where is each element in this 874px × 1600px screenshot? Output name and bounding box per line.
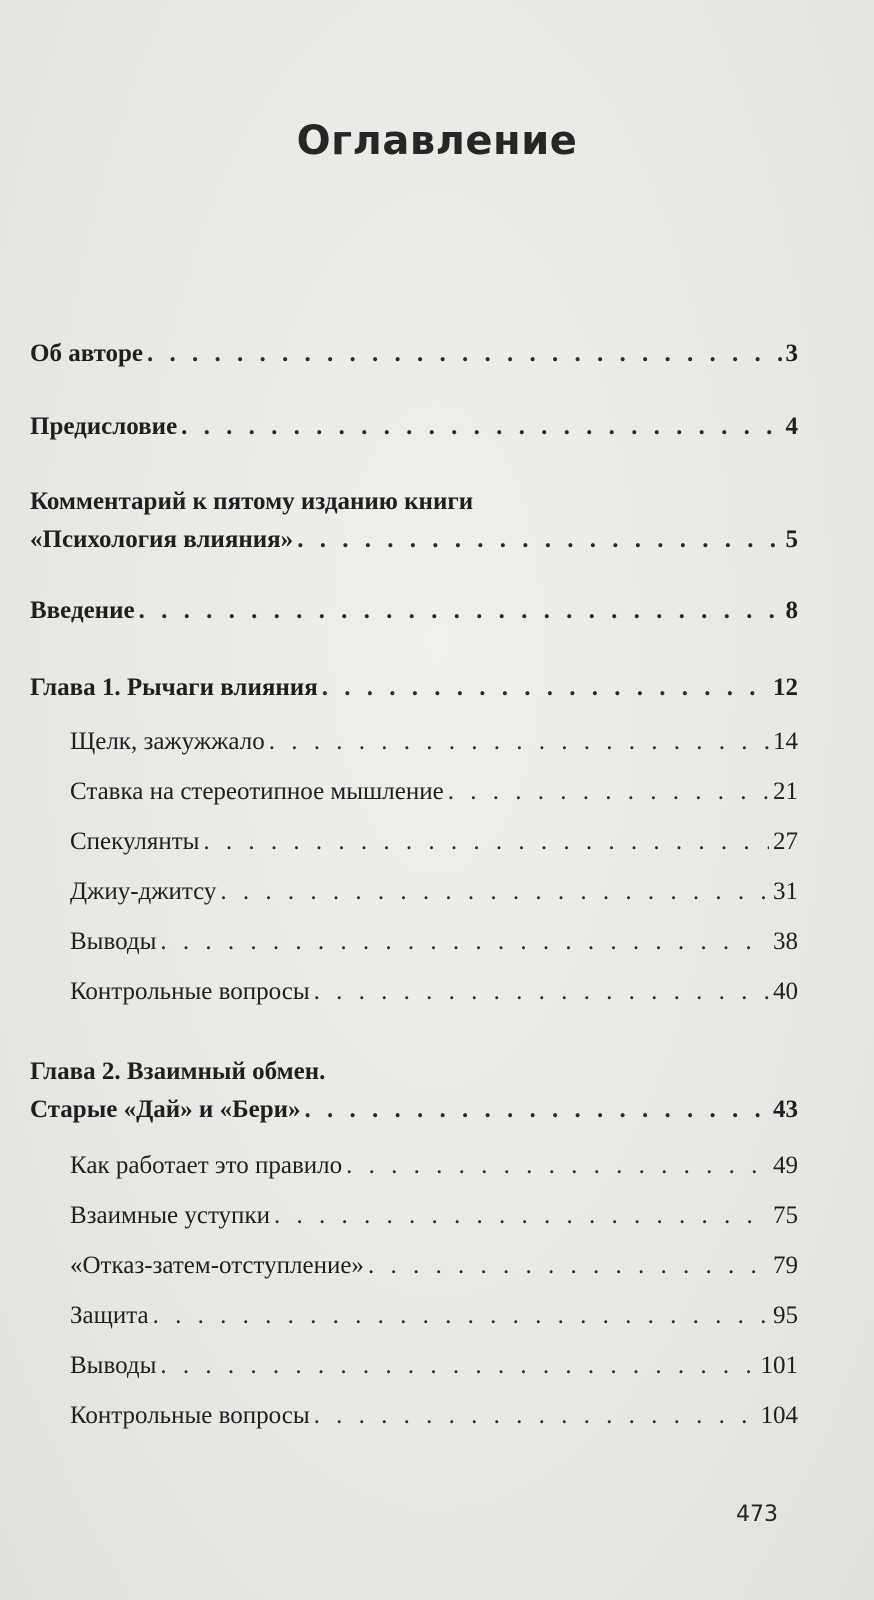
- toc-entry-page: 8: [785, 597, 798, 624]
- toc-entry-page: 75: [773, 1202, 798, 1229]
- toc-subentry: [70, 728, 798, 768]
- toc-entry-label: Спекулянты: [70, 828, 200, 855]
- leader-dots: [160, 1352, 756, 1380]
- toc-entry-label: Глава 1. Рычаги влияния: [30, 674, 318, 701]
- toc-entry-page: 4: [785, 413, 798, 440]
- toc-entry-label-line1: Комментарий к пятому изданию книги: [30, 488, 474, 515]
- leader-dots: [297, 526, 781, 554]
- leader-dots: [314, 978, 769, 1006]
- toc-entry-label: «Отказ-затем-отступление»: [70, 1252, 364, 1279]
- toc-subentry: [70, 878, 798, 918]
- toc-entry-page: 40: [773, 978, 798, 1005]
- toc-entry-chapter-2: [30, 1058, 798, 1138]
- toc-entry-page: 14: [773, 728, 798, 755]
- leader-dots: [147, 340, 781, 368]
- leader-dots: [220, 878, 769, 906]
- leader-dots: [448, 778, 769, 806]
- leader-dots: [274, 1202, 769, 1230]
- toc-subentry: [70, 1152, 798, 1192]
- toc-entry-label: Об авторе: [30, 340, 144, 367]
- toc-entry-page: 27: [773, 828, 798, 855]
- toc-subentry: [70, 928, 798, 968]
- page-title: Оглавление: [296, 118, 578, 164]
- toc-subentry: [70, 1402, 798, 1442]
- toc-entry-label: Как работает это правило: [70, 1152, 343, 1179]
- toc-entry-page: 5: [785, 526, 798, 553]
- leader-dots: [181, 413, 781, 441]
- toc-entry-label: «Психология влияния»: [30, 526, 294, 553]
- toc-subentry: [70, 828, 798, 868]
- toc-entry-label: Контрольные вопросы: [70, 978, 310, 1005]
- leader-dots: [314, 1402, 757, 1430]
- toc-entry-about-author: [30, 340, 798, 380]
- toc-subentry: [70, 778, 798, 818]
- toc-entry-label: Предисловие: [30, 413, 178, 440]
- toc-entry-page: 104: [760, 1402, 798, 1429]
- toc-entry-page: 49: [773, 1152, 798, 1179]
- leader-dots: [153, 1302, 769, 1330]
- toc-entry-page: 101: [760, 1352, 798, 1379]
- leader-dots: [160, 928, 769, 956]
- toc-entry-label: Защита: [70, 1302, 149, 1329]
- toc-entry-label: Джиу-джитсу: [70, 878, 217, 905]
- leader-dots: [305, 1096, 769, 1124]
- toc-entry-label: Старые «Дай» и «Бери»: [30, 1096, 301, 1123]
- toc-entry-page: 21: [773, 778, 798, 805]
- toc-entry-label-line1: Глава 2. Взаимный обмен.: [30, 1058, 326, 1085]
- leader-dots: [203, 828, 769, 856]
- toc-subentry: [70, 1252, 798, 1292]
- toc-entry-page: 12: [773, 674, 798, 701]
- toc-entry-commentary: [30, 488, 798, 568]
- toc-entry-label: Выводы: [70, 1352, 157, 1379]
- toc-entry-page: 43: [773, 1096, 798, 1123]
- page-number: 473: [736, 1502, 778, 1527]
- toc-entry-chapter-1: [30, 674, 798, 714]
- toc-entry-introduction: [30, 597, 798, 637]
- leader-dots: [368, 1252, 769, 1280]
- toc-subentry: [70, 1352, 798, 1392]
- toc-entry-page: 79: [773, 1252, 798, 1279]
- toc-entry-label: Выводы: [70, 928, 157, 955]
- toc-entry-page: 31: [773, 878, 798, 905]
- toc-entry-label: Контрольные вопросы: [70, 1402, 310, 1429]
- toc-entry-page: 3: [785, 340, 798, 367]
- toc-subentry: [70, 1202, 798, 1242]
- leader-dots: [322, 674, 769, 702]
- toc-subentry: [70, 1302, 798, 1342]
- leader-dots: [269, 728, 769, 756]
- toc-entry-page: 95: [773, 1302, 798, 1329]
- toc-entry-label: Щелк, зажужжало: [70, 728, 265, 755]
- toc-entry-preface: [30, 413, 798, 453]
- toc-entry-label: Ставка на стереотипное мышление: [70, 778, 444, 805]
- toc-entry-label: Введение: [30, 597, 135, 624]
- toc-entry-label: Взаимные уступки: [70, 1202, 270, 1229]
- leader-dots: [139, 597, 782, 625]
- toc-subentry: [70, 978, 798, 1018]
- leader-dots: [346, 1152, 769, 1180]
- toc-entry-page: 38: [773, 928, 798, 955]
